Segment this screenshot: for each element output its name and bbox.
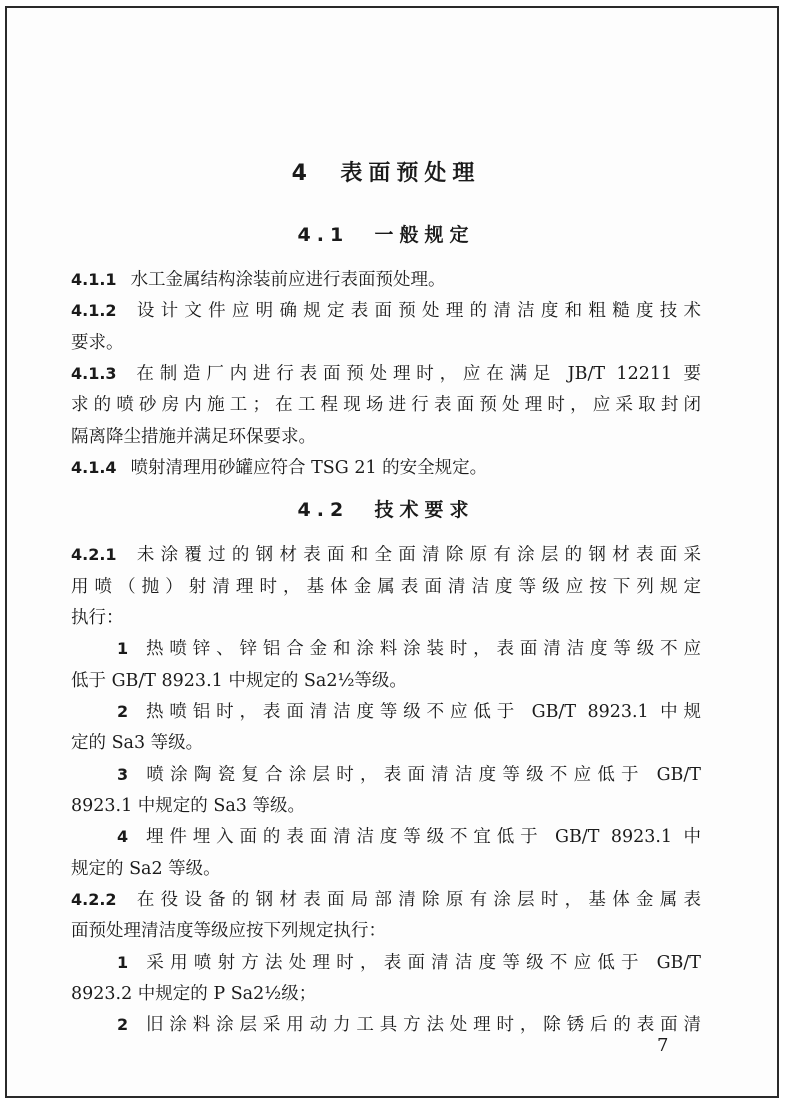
- list-item-1-cont: 8923.2 中规定的 P Sa2½级；: [71, 984, 317, 1004]
- list-item-4-cont: 规定的 Sa2 等级。: [71, 859, 221, 879]
- item-text: 采用喷射方法处理时，表面清洁度等级不应低于 GB/T: [140, 953, 701, 973]
- item-number: 2: [117, 1015, 129, 1034]
- clause-4-1-1: [71, 267, 446, 293]
- page-frame: [5, 6, 779, 1098]
- list-item-4: [117, 824, 701, 850]
- chapter-title: [71, 156, 701, 187]
- section-number: 4.1: [297, 224, 350, 246]
- list-item-1-cont: 低于 GB/T 8923.1 中规定的 Sa2½等级。: [71, 671, 407, 691]
- list-item-3: [117, 762, 701, 788]
- clause-number: 4.1.2: [71, 301, 117, 320]
- section-title-4-2: [71, 495, 701, 522]
- list-item-3-cont: 8923.1 中规定的 Sa3 等级。: [71, 796, 305, 816]
- chapter-number: 4: [291, 161, 313, 186]
- list-item-1: [117, 636, 701, 662]
- section-title-text: 技术要求: [374, 499, 475, 521]
- chapter-title-text: 表面预处理: [340, 161, 481, 186]
- clause-text: 水工金属结构涂装前应进行表面预处理。: [130, 270, 446, 290]
- item-number: 4: [117, 827, 129, 846]
- item-number: 3: [117, 765, 129, 784]
- item-number: 2: [117, 702, 129, 721]
- clause-4-2-1: [71, 542, 701, 568]
- list-item-2: [117, 699, 701, 725]
- clause-text: 设计文件应明确规定表面预处理的清洁度和粗糙度技术: [130, 301, 701, 321]
- clause-4-2-1-cont-1: 用喷（抛）射清理时，基体金属表面清洁度等级应按下列规定: [71, 577, 701, 597]
- clause-number: 4.2.1: [71, 545, 117, 564]
- clause-text: 在制造厂内进行表面预处理时，应在满足 JB/T 12211 要: [130, 364, 701, 384]
- clause-number: 4.2.2: [71, 890, 117, 909]
- clause-4-1-2: [71, 298, 701, 324]
- clause-4-1-2-cont: 要求。: [71, 333, 124, 353]
- section-title-4-1: [71, 220, 701, 247]
- clause-4-2-2: [71, 887, 701, 913]
- item-number: 1: [117, 639, 129, 658]
- clause-number: 4.1.4: [71, 458, 117, 477]
- clause-number: 4.1.1: [71, 270, 117, 289]
- clause-4-2-2-cont: 面预处理清洁度等级应按下列规定执行：: [71, 921, 386, 941]
- clause-4-1-3-cont-2: 隔离降尘措施并满足环保要求。: [71, 427, 316, 447]
- item-text: 热喷锌、锌铝合金和涂料涂装时，表面清洁度等级不应: [140, 639, 701, 659]
- item-text: 旧涂料涂层采用动力工具方法处理时，除锈后的表面清: [140, 1015, 701, 1035]
- clause-4-2-1-cont-2: 执行：: [71, 608, 124, 628]
- page-number: 7: [657, 1035, 669, 1056]
- item-text: 热喷铝时，表面清洁度等级不应低于 GB/T 8923.1 中规: [140, 702, 701, 722]
- list-item-1: [117, 950, 701, 976]
- clause-4-1-3-cont-1: 求的喷砂房内施工；在工程现场进行表面预处理时，应采取封闭: [71, 395, 701, 415]
- item-number: 1: [117, 953, 129, 972]
- section-number: 4.2: [297, 499, 350, 521]
- list-item-2-cont: 定的 Sa3 等级。: [71, 733, 204, 753]
- clause-text: 在役设备的钢材表面局部清除原有涂层时，基体金属表: [130, 890, 701, 910]
- list-item-2: [117, 1012, 701, 1038]
- item-text: 喷涂陶瓷复合涂层时，表面清洁度等级不应低于 GB/T: [140, 765, 701, 785]
- clause-number: 4.1.3: [71, 364, 117, 383]
- section-title-text: 一般规定: [374, 224, 475, 246]
- item-text: 埋件埋入面的表面清洁度等级不宜低于 GB/T 8923.1 中: [140, 827, 701, 847]
- clause-text: 未涂覆过的钢材表面和全面清除原有涂层的钢材表面采: [130, 545, 701, 565]
- clause-text: 喷射清理用砂罐应符合 TSG 21 的安全规定。: [130, 458, 488, 478]
- clause-4-1-4: [71, 455, 487, 481]
- clause-4-1-3: [71, 361, 701, 387]
